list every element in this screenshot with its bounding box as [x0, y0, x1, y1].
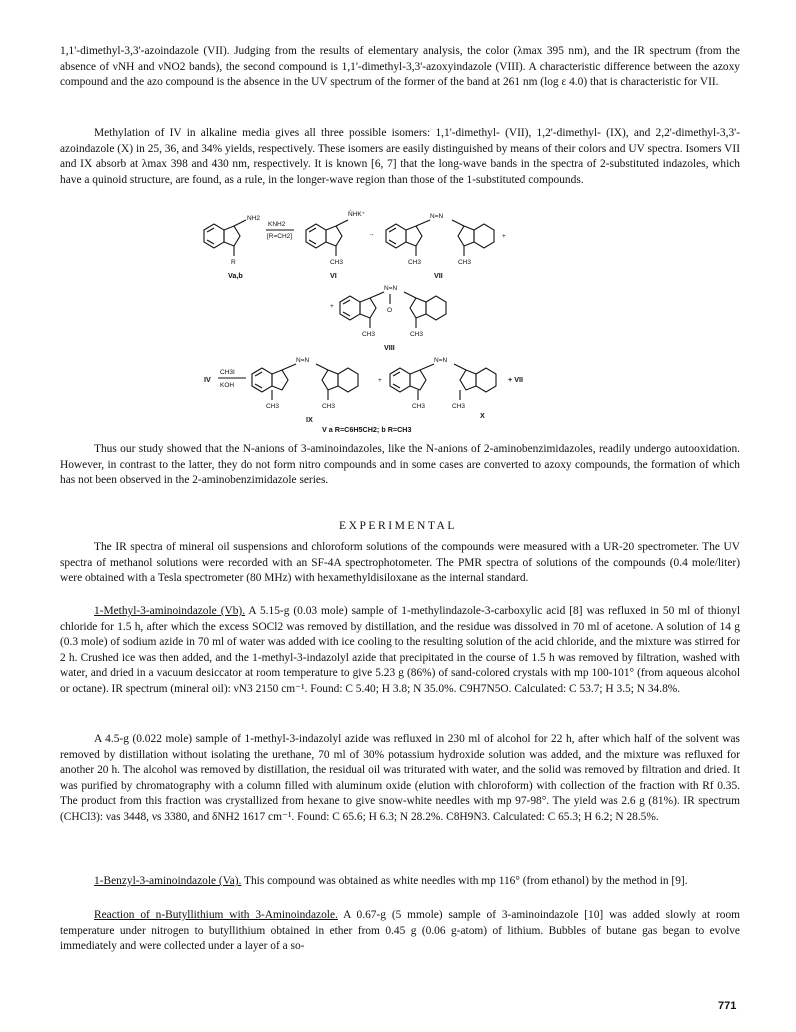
structure-x: [390, 357, 496, 420]
paragraph-butyllithium: [60, 908, 740, 955]
structure-ix: [252, 357, 358, 424]
paragraph-text: [60, 908, 740, 955]
product-plus-vii: + VII: [508, 375, 523, 384]
paragraph-text: 1,1'-dimethyl-3,3'-azoindazole (VII). Judging from the results of elementary analysis, the color (λmax 395 nm), and the IR spectrum (from the absence of νNH and νNO2 bands), the second compound is 1,1'-dimethyl-3,3'-azoxyindazole (VIII). A characteristic difference between the azoxy compound and the azo compound is the absence in the UV spectrum of the former of the band at 261 nm (log ε 4.0) that is characteristic for VII.: [60, 45, 740, 89]
paragraph-text: Thus our study showed that the N-anions of 3-aminoindazoles, like the N-anions of 2-aminobenzimidazoles, readily undergo autooxidation. However, in contrast to the latter, they do not form nitro compounds and in some cases are converted to azoxy compounds, the formation of which has not been observed in the 2-aminobenzimidazole series.: [60, 443, 740, 487]
reagent-koh: KOH: [220, 382, 235, 389]
paragraph-text: [60, 604, 740, 698]
paragraph-methylation: [60, 126, 740, 188]
ch3-label: CH3: [458, 259, 472, 266]
compound-label-x: X: [480, 411, 485, 420]
plus-sign: +: [502, 233, 506, 240]
compound-label-vii: VII: [434, 271, 443, 280]
plus-sign: +: [378, 377, 382, 384]
paragraph-body: A 0.67-g (5 mmole) sample of 3-aminoindazole [10] was added slowly at room temperature under nitrogen to butyllithium obtained in ether from 0.45 g (0.06 g-atom) of lithium. Bubbles of butane gas began to evolve immediately and were collected under a layer of a so-: [60, 909, 741, 953]
oxygen-label: O: [387, 307, 393, 314]
nhk-label: N̄HK⁺: [348, 211, 366, 218]
ch3-label: CH3: [452, 403, 466, 410]
compound-label-iv: IV: [204, 375, 211, 384]
ch3-label: CH3: [362, 331, 376, 338]
paragraph-text: The IR spectra of mineral oil suspensions and chloroform solutions of the compounds were measured with a UR-20 spectrometer. The UV spectra of methanol solutions were recorded with an SF-4A spectrophotometer. The PMR spectra of solutions of the compounds (0.4 mole/liter) were obtained with a Tesla spectrometer (80 MHz) with hexamethyldisiloxane as the internal standard.: [60, 541, 740, 585]
reagent-condition: [R=CH2]: [267, 233, 293, 240]
ch3-label: CH3: [330, 259, 344, 266]
azo-label: N=N: [296, 357, 310, 364]
r-label: R: [231, 259, 236, 266]
compound-label-ix: IX: [306, 415, 313, 424]
paragraph-text: [60, 874, 740, 890]
reagent-knh2: KNH2: [268, 221, 286, 228]
paragraph-benzylaminoindazole: [60, 874, 740, 890]
paragraph-body: A 5.15-g (0.03 mole) sample of 1-methylindazole-3-carboxylic acid [8] was refluxed in 50 ml of thionyl chloride for 1.5 h, after which the excess SOCl2 was removed by distillation, and the residue was dissolved in 70 ml of acetone. A solution of 14 g (0.3 mole) of sodium azide in 70 ml of water was added with ice cooling to the resulting solution of the acid chloride, and the mixture was stirred for 2 h. Crushed ice was then added, and the 1-methyl-3-indazolyl azide that precipitated in the course of 1.5 h was removed by filtration, washed with water, and dried in a vacuum desiccator at room temperature to give 5.23 g (86%) of sand-colored crystals with mp 100-101° (from aqueous alcohol or octane). IR spectrum (mineral oil): νN3 2150 cm⁻¹. Found: C 5.40; H 3.8; N 35.0%. C9H7N5O. Calculated: C 53.7; H 3.5; N 34.8%.: [60, 605, 741, 695]
paragraph-text: Methylation of IV in alkaline media gives all three possible isomers: 1,1'-dimethyl- (VII), 1,2'-dimethyl- (IX), and 2,2'-dimethyl-3,3'-azoindazole (X) in 25, 36, and 34% yields, respectively. These isomers are easily distinguished by means of their colors and UV spectra. Isomers VII and IX absorb at λmax 398 and 430 nm, respectively. It is known [6, 7] that the long-wave bands in the spectra of 2-substituted indazoles, which have a quinoid structure, are found, as a rule, in the longer-wave region than those of the 1-substituted compounds.: [60, 127, 740, 186]
compound-label-vi: VI: [330, 271, 337, 280]
subsection-title: 1-Methyl-3-aminoindazole (Vb).: [94, 605, 246, 617]
azoxy-label: N=N: [384, 285, 398, 292]
plus-sign: +: [330, 303, 334, 310]
azo-label: N=N: [434, 357, 448, 364]
azo-label: N=N: [430, 213, 444, 220]
paragraph-text: A 4.5-g (0.022 mole) sample of 1-methyl-3-indazolyl azide was refluxed in 230 ml of alcohol for 22 h, after which half of the solvent was removed by distillation without isolating the urethane, 70 ml of 30% potassium hydroxide solution was added, and the mixture was refluxed for another 20 h. The alcohol was removed by distillation, the residual oil was triturated with water, and the solid was removed by filtration and dried. It was purified by chromatography with a column filled with aluminum oxide (elution with chloroform) with collection of the fraction with Rf 0.35. The product from this fraction was crystallized from hexane to give snow-white needles with mp 97-98°. The yield was 2.6 g (81%). IR spectrum (CHCl3): νas 3448, νs 3380, and δNH2 1617 cm⁻¹. Found: C 65.6; H 6.3; N 28.2%. C8H9N3. Calculated: C 65.3; H 6.2; N 28.5%.: [60, 733, 740, 823]
ch3-label: CH3: [322, 403, 336, 410]
ch3-label: CH3: [412, 403, 426, 410]
structure-vi: [306, 210, 365, 280]
page-number: 771: [718, 1000, 737, 1012]
nh2-label: NH2: [247, 215, 261, 222]
ch3-label: CH3: [410, 331, 424, 338]
structure-vii: [386, 213, 506, 280]
subsection-title: 1-Benzyl-3-aminoindazole (Va).: [94, 875, 242, 887]
paragraph-body: This compound was obtained as white needles with mp 116° (from ethanol) by the method in [9].: [241, 875, 688, 887]
compound-label-va-b: Va,b: [228, 271, 243, 280]
subsection-title: Reaction of n-Butyllithium with 3-Aminoindazole.: [94, 909, 338, 921]
ch3-label: CH3: [266, 403, 280, 410]
section-heading-experimental: EXPERIMENTAL: [339, 519, 457, 532]
compound-label-viii: VIII: [384, 343, 395, 352]
paragraph-instruments: [60, 540, 740, 587]
structure-viii: [330, 285, 446, 352]
paragraph-methylaminoindazole: [60, 604, 740, 698]
structure-va-b: [204, 215, 260, 280]
paragraph-azide-reflux: [60, 732, 740, 826]
substituent-legend: V a R=C6H5CH2; b R=CH3: [322, 425, 412, 434]
reaction-arrow: →: [368, 231, 375, 238]
paragraph-conclusion: [60, 442, 740, 489]
ch3-label: CH3: [408, 259, 422, 266]
reagent-ch3i: CH3I: [220, 369, 235, 376]
paragraph-azoxy-identification: [60, 44, 740, 91]
reaction-scheme-figure: [190, 206, 610, 438]
